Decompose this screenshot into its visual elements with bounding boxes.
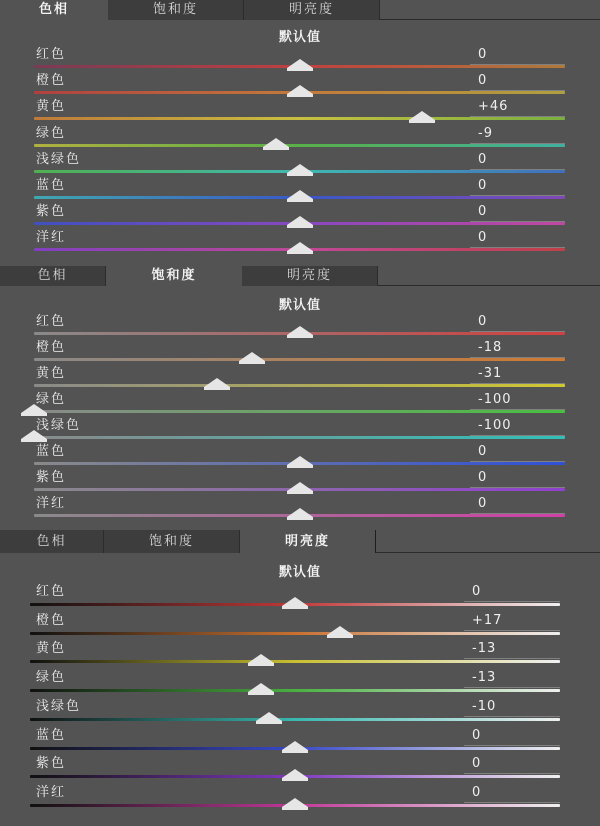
slider-thumb[interactable]: [21, 404, 47, 413]
tab-bar: [0, 266, 600, 286]
slider-label: 蓝色: [36, 444, 67, 459]
slider-thumb[interactable]: [287, 508, 313, 517]
slider-value-field[interactable]: 0: [472, 785, 482, 800]
slider-thumb[interactable]: [287, 216, 313, 225]
slider-row: [0, 204, 600, 230]
tab-bar: [0, 530, 600, 553]
slider-track[interactable]: [34, 144, 565, 147]
slider-label: 红色: [36, 314, 67, 329]
slider-row: [0, 152, 600, 178]
slider-track[interactable]: [34, 436, 565, 439]
slider-row: [0, 392, 600, 418]
slider-value-field[interactable]: 0: [478, 230, 488, 245]
slider-row: [0, 728, 600, 757]
slider-value-field[interactable]: 0: [478, 204, 488, 219]
slider-track[interactable]: [30, 660, 560, 663]
slider-label: 绿色: [36, 392, 67, 407]
slider-thumb[interactable]: [287, 456, 313, 465]
slider-thumb[interactable]: [282, 798, 308, 807]
slider-row: [0, 584, 600, 613]
slider-value-field[interactable]: -9: [478, 126, 493, 141]
slider-value-field[interactable]: 0: [478, 470, 488, 485]
slider-thumb[interactable]: [263, 138, 289, 147]
slider-thumb[interactable]: [287, 482, 313, 491]
slider-thumb[interactable]: [327, 626, 353, 635]
slider-row: [0, 178, 600, 204]
slider-row: [0, 785, 600, 814]
slider-value-field[interactable]: 0: [472, 728, 482, 743]
slider-row: [0, 99, 600, 125]
slider-row: [0, 126, 600, 152]
slider-label: 蓝色: [36, 178, 67, 193]
slider-thumb[interactable]: [282, 741, 308, 750]
slider-label: 浅绿色: [36, 699, 82, 714]
slider-thumb[interactable]: [239, 352, 265, 361]
slider-row: [0, 418, 600, 444]
value-field-underline: [464, 630, 560, 631]
slider-value-field[interactable]: -100: [478, 418, 512, 433]
slider-value-field[interactable]: -100: [478, 392, 512, 407]
slider-label: 黄色: [36, 641, 67, 656]
tab-saturation[interactable]: 饱和度: [104, 530, 240, 553]
slider-thumb[interactable]: [287, 85, 313, 94]
slider-row: [0, 340, 600, 366]
default-button[interactable]: 默认值: [278, 298, 321, 313]
slider-track[interactable]: [30, 689, 560, 692]
default-button[interactable]: 默认值: [278, 565, 321, 580]
value-field-underline: [464, 716, 560, 717]
slider-thumb[interactable]: [282, 769, 308, 778]
slider-row: [0, 641, 600, 670]
slider-thumb[interactable]: [21, 430, 47, 439]
slider-label: 黄色: [36, 99, 67, 114]
slider-thumb[interactable]: [287, 242, 313, 251]
value-field-underline: [464, 687, 560, 688]
value-field-underline: [464, 745, 560, 746]
default-button[interactable]: 默认值: [278, 30, 321, 45]
slider-track[interactable]: [34, 117, 565, 120]
tab-luminance[interactable]: 明亮度: [240, 530, 376, 553]
slider-track[interactable]: [34, 358, 565, 361]
slider-label: 橙色: [36, 613, 67, 628]
slider-thumb[interactable]: [287, 326, 313, 335]
tab-hue[interactable]: 色相: [0, 266, 106, 286]
slider-thumb[interactable]: [282, 597, 308, 606]
slider-label: 紫色: [36, 204, 67, 219]
slider-row: [0, 670, 600, 699]
slider-value-field[interactable]: -18: [478, 340, 503, 355]
slider-label: 红色: [36, 47, 67, 62]
slider-value-field[interactable]: 0: [478, 152, 488, 167]
tab-luminance[interactable]: 明亮度: [242, 266, 378, 286]
tab-hue[interactable]: 色相: [0, 530, 104, 553]
slider-row: [0, 314, 600, 340]
slider-value-field[interactable]: +46: [478, 99, 509, 114]
tab-saturation[interactable]: 饱和度: [106, 266, 242, 286]
slider-track[interactable]: [34, 384, 565, 387]
slider-track[interactable]: [30, 632, 560, 635]
value-field-underline: [464, 802, 560, 803]
slider-value-field[interactable]: 0: [472, 756, 482, 771]
slider-label: 绿色: [36, 670, 67, 685]
tab-bar-divider: [378, 285, 600, 286]
slider-row: [0, 230, 600, 256]
slider-label: 红色: [36, 584, 67, 599]
slider-label: 浅绿色: [36, 418, 82, 433]
tab-saturation[interactable]: 饱和度: [108, 0, 244, 20]
slider-value-field[interactable]: -10: [472, 699, 497, 714]
slider-row: [0, 47, 600, 73]
slider-row: [0, 73, 600, 99]
value-field-underline: [464, 601, 560, 602]
slider-value-field[interactable]: 0: [478, 47, 488, 62]
slider-thumb[interactable]: [248, 654, 274, 663]
slider-row: [0, 470, 600, 496]
slider-label: 洋红: [36, 230, 67, 245]
slider-thumb[interactable]: [409, 111, 435, 120]
slider-thumb[interactable]: [256, 712, 282, 721]
slider-value-field[interactable]: 0: [478, 314, 488, 329]
slider-value-field[interactable]: 0: [478, 178, 488, 193]
tab-luminance[interactable]: 明亮度: [244, 0, 380, 20]
slider-label: 绿色: [36, 126, 67, 141]
slider-value-field[interactable]: 0: [478, 73, 488, 88]
slider-label: 浅绿色: [36, 152, 82, 167]
slider-row: [0, 699, 600, 728]
slider-label: 黄色: [36, 366, 67, 381]
slider-label: 洋红: [36, 496, 67, 511]
slider-value-field[interactable]: +17: [472, 613, 503, 628]
tab-hue[interactable]: 色相: [0, 0, 108, 20]
slider-row: [0, 613, 600, 642]
slider-value-field[interactable]: 0: [478, 496, 488, 511]
slider-thumb[interactable]: [287, 164, 313, 173]
slider-value-field[interactable]: -13: [472, 670, 497, 685]
slider-thumb[interactable]: [287, 190, 313, 199]
slider-row: [0, 756, 600, 785]
value-field-underline: [464, 773, 560, 774]
slider-track[interactable]: [30, 718, 560, 721]
slider-thumb[interactable]: [287, 59, 313, 68]
tab-bar-divider: [376, 552, 600, 553]
tab-bar-divider: [380, 19, 600, 20]
slider-row: [0, 366, 600, 392]
slider-row: [0, 444, 600, 470]
slider-label: 橙色: [36, 73, 67, 88]
tab-bar: [0, 0, 600, 20]
slider-value-field[interactable]: 0: [478, 444, 488, 459]
slider-value-field[interactable]: -13: [472, 641, 497, 656]
slider-row: [0, 496, 600, 522]
slider-label: 橙色: [36, 340, 67, 355]
slider-thumb[interactable]: [248, 683, 274, 692]
value-field-underline: [464, 658, 560, 659]
slider-value-field[interactable]: 0: [472, 584, 482, 599]
slider-label: 紫色: [36, 756, 67, 771]
slider-label: 蓝色: [36, 728, 67, 743]
slider-value-field[interactable]: -31: [478, 366, 503, 381]
slider-label: 洋红: [36, 785, 67, 800]
slider-track[interactable]: [34, 410, 565, 413]
slider-label: 紫色: [36, 470, 67, 485]
slider-thumb[interactable]: [204, 378, 230, 387]
